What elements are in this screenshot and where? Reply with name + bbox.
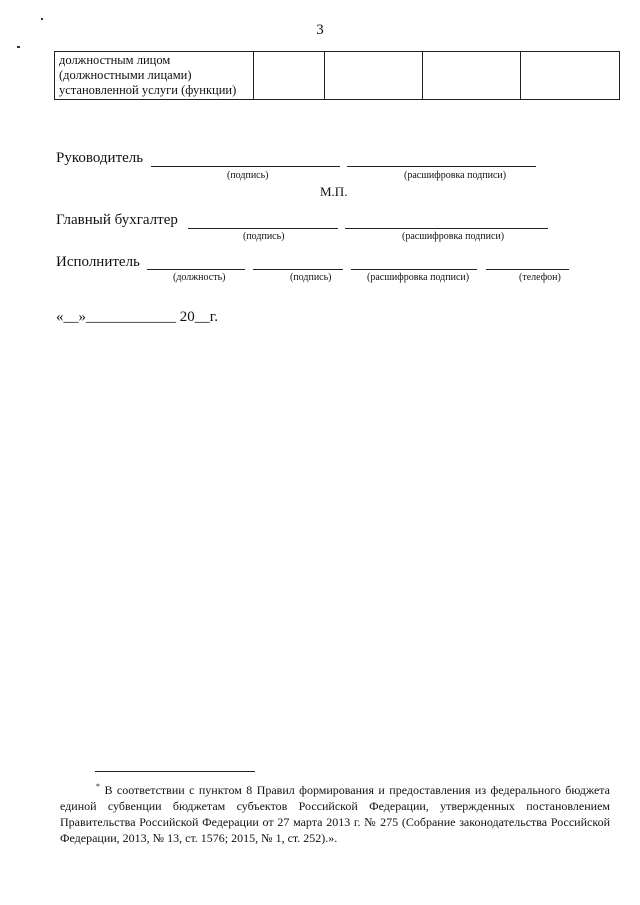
- executor-phone-caption: (телефон): [519, 272, 561, 283]
- head-label: Руководитель: [56, 150, 144, 166]
- head-signature-line: [151, 166, 340, 167]
- footnote-separator: [95, 771, 255, 772]
- table-cell: [521, 52, 620, 100]
- scan-speck-left: [17, 46, 20, 48]
- executor-signature-caption: (подпись): [290, 272, 332, 283]
- table-cell: [254, 52, 325, 100]
- cell-line: (должностными лицами): [59, 68, 192, 82]
- date-line: «__»____________ 20__г.: [56, 309, 218, 325]
- head-decode-caption: (расшифровка подписи): [404, 170, 507, 181]
- table-cell: [423, 52, 521, 100]
- scan-speck-top: [41, 18, 43, 20]
- executor-phone-line: [486, 269, 569, 270]
- executor-position-line: [147, 269, 245, 270]
- page-number: 3: [316, 22, 324, 38]
- head-signature-caption: (подпись): [227, 170, 269, 181]
- accountant-label: Главный бухгалтер: [56, 212, 178, 228]
- stamp-place: М.П.: [320, 184, 348, 199]
- executor-decode-line: [351, 269, 477, 270]
- accountant-signature-line: [188, 228, 338, 229]
- table-row: [55, 52, 620, 100]
- executor-decode-caption: (расшифровка подписи): [367, 272, 470, 283]
- executor-position-caption: (должность): [173, 272, 226, 283]
- cell-line: должностным лицом: [59, 53, 171, 67]
- footnote-marker: *: [96, 782, 100, 791]
- cell-line: установленной услуги (функции): [59, 83, 237, 97]
- executor-label: Исполнитель: [56, 254, 140, 270]
- executor-signature-line: [253, 269, 343, 270]
- footnote: [60, 779, 610, 846]
- accountant-signature-caption: (подпись): [243, 231, 285, 242]
- footnote-text: В соответствии с пунктом 8 Правил формирования и предоставления из федерального бюджета единой субвенции бюджетам субъектов Российской Федерации, утвержденных постановлением Правительства Российской Федерации от 27 марта 2013 г. № 275 (Собрание законодательства Российской Федерации, 2013, № 13, ст. 1576; 2015, № 1, ст. 252).».: [60, 783, 611, 845]
- accountant-decode-line: [345, 228, 548, 229]
- accountant-decode-caption: (расшифровка подписи): [402, 231, 505, 242]
- continuation-table: [54, 51, 620, 100]
- table-cell: [325, 52, 423, 100]
- head-decode-line: [347, 166, 536, 167]
- table-cell-description: [55, 52, 254, 100]
